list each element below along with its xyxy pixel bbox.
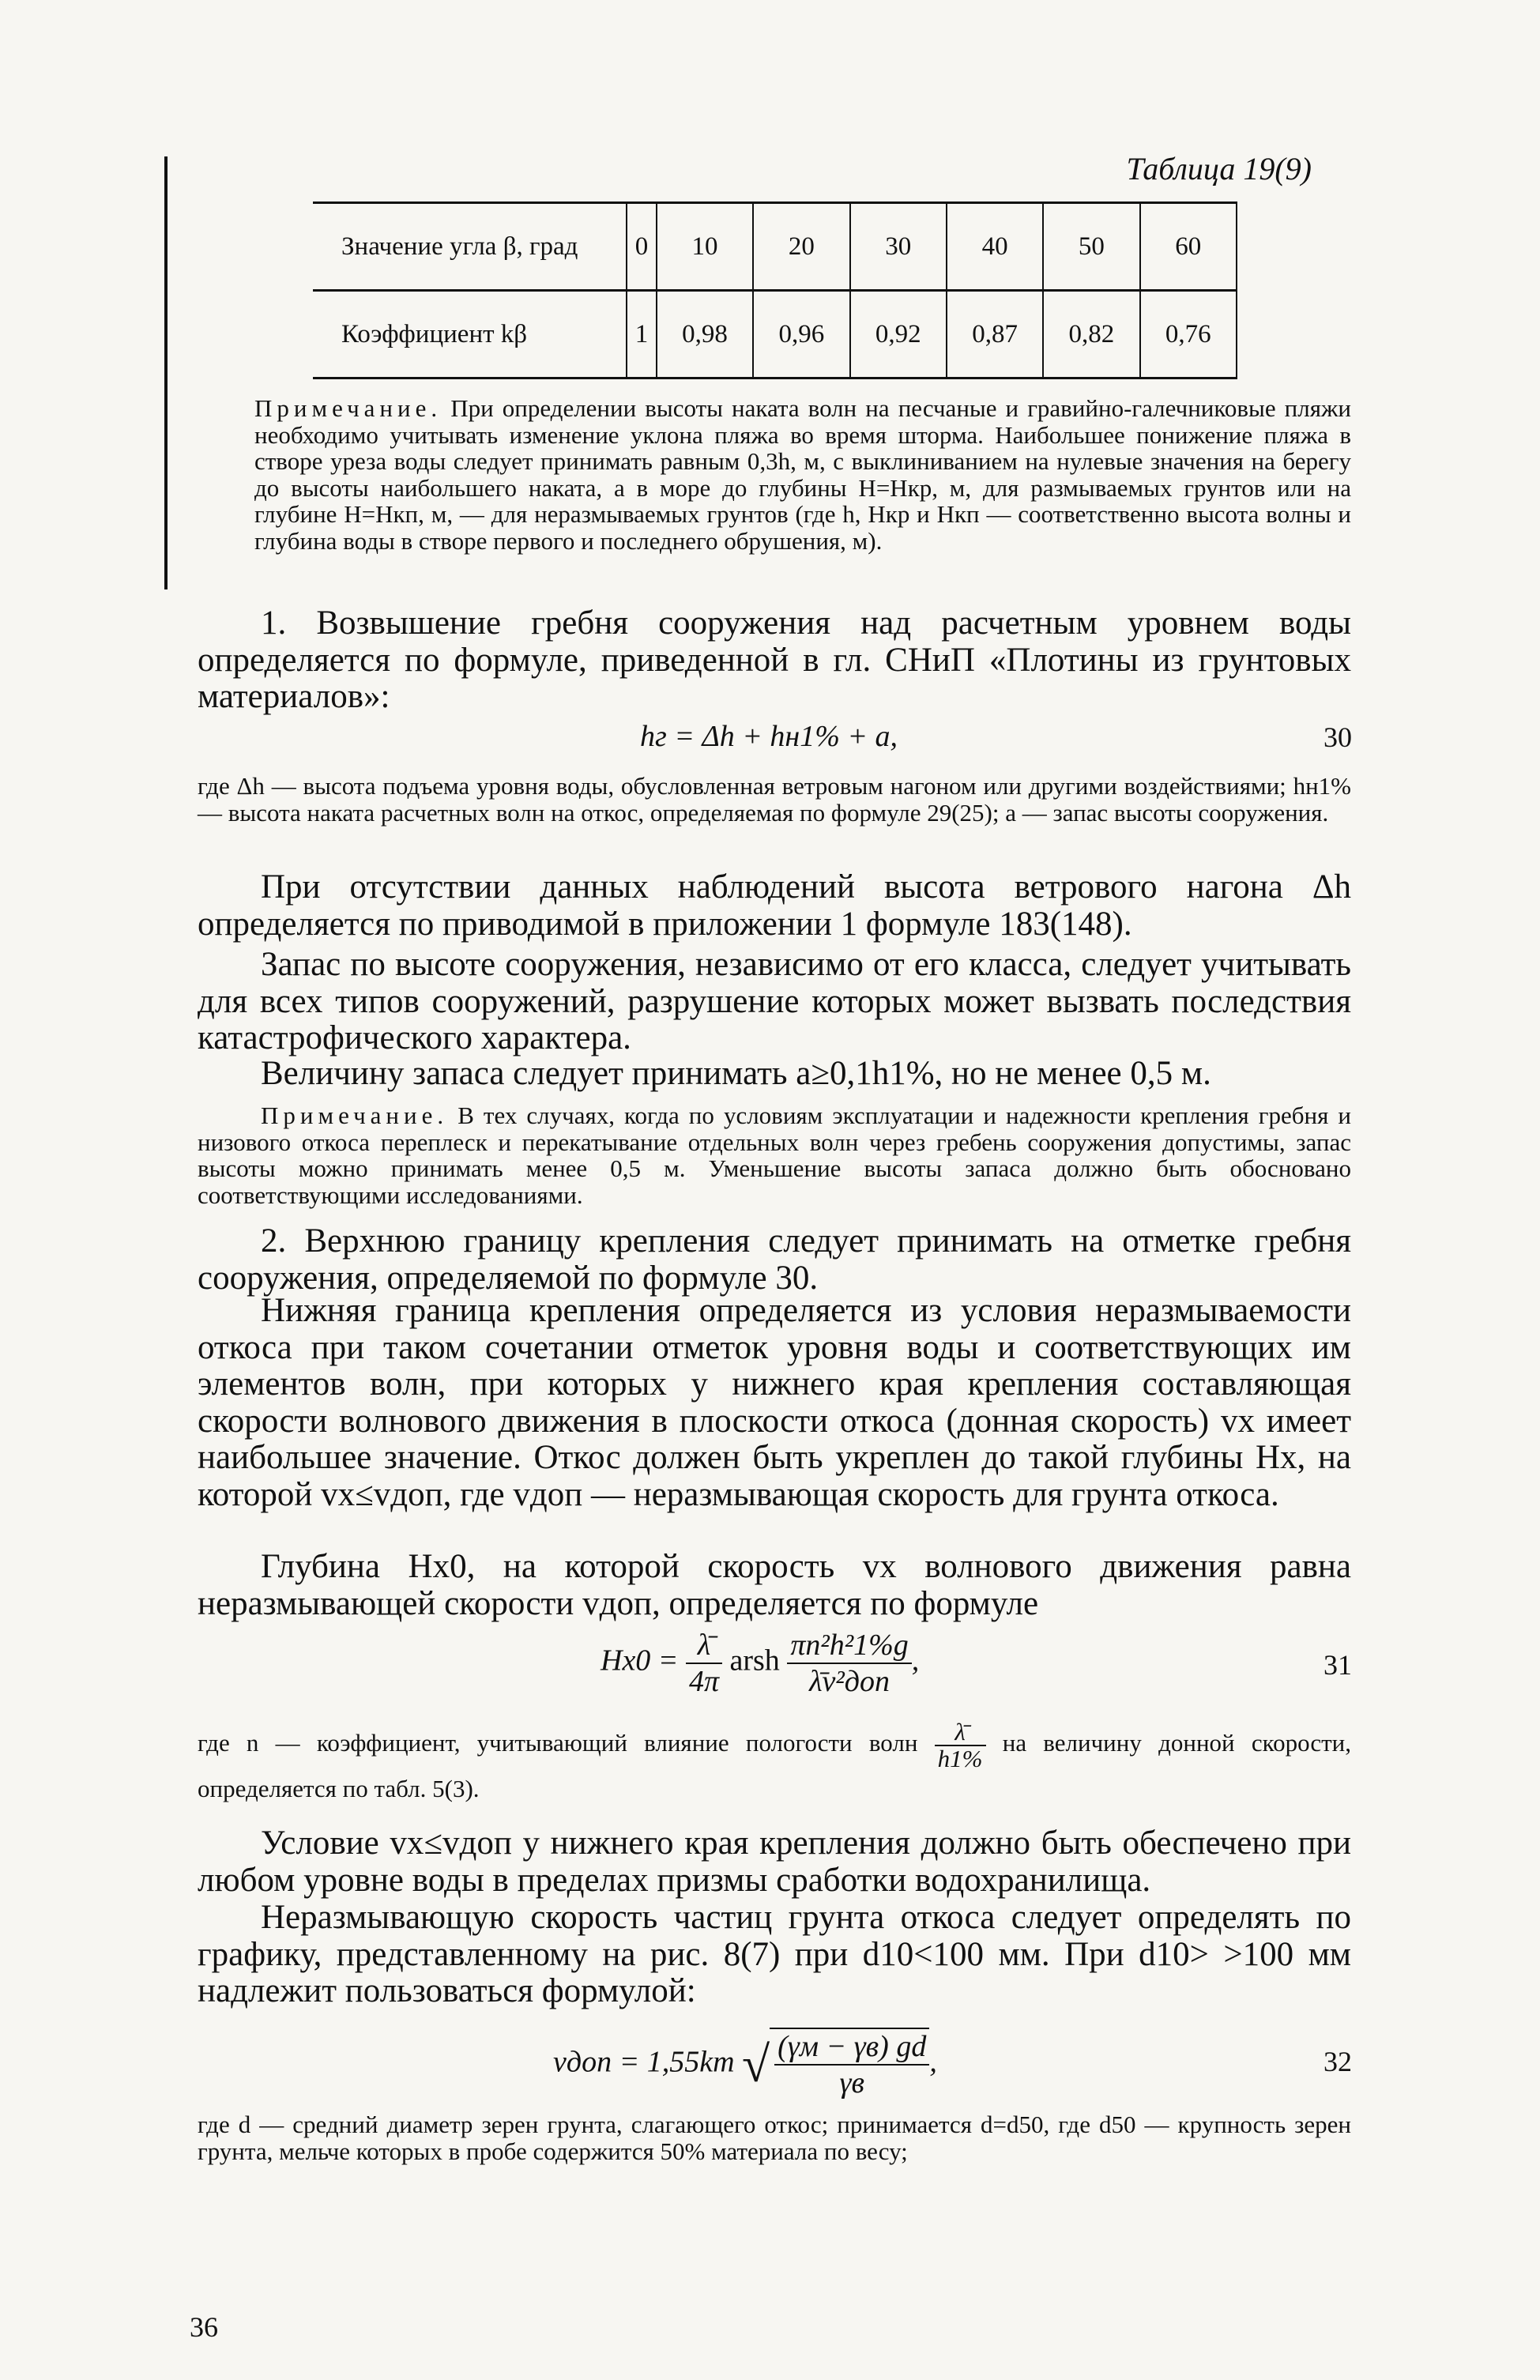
- table-caption: Таблица 19(9): [1126, 151, 1312, 186]
- table-cell: 30: [850, 203, 947, 291]
- table-cell: 0,87: [947, 291, 1043, 378]
- fraction: [935, 1719, 986, 1772]
- fraction-denominator: 4π: [688, 1665, 719, 1698]
- table-cell: 0,76: [1140, 291, 1237, 378]
- formula-lhs: Hx0 =: [601, 1644, 679, 1678]
- fraction-denominator: λ̄v²доп: [809, 1665, 890, 1698]
- note-label: Примечание.: [254, 394, 442, 422]
- table-header-cell: Значение угла β, град: [313, 203, 627, 291]
- formula-30-explanation: где Δh — высота подъема уровня воды, обусловленная ветровым нагоном или другими воздействиями; hн1% — высота наката расчетных волн на откос, определяемая по формуле 29(25); a — запас высоты сооружения.: [198, 772, 1351, 827]
- formula-32: [553, 2028, 937, 2100]
- coefficient-table: [313, 201, 1237, 379]
- note-text: В тех случаях, когда по условиям эксплуатации и надежности крепления гребня и низового откоса переплеск и перекатывание отдельных волн через гребень сооружения допустимы, запас высоты можно принимать менее 0,5 м. Уменьшение высоты запаса должно быть обосновано соответствующими исследованиями.: [198, 1102, 1351, 1209]
- explanation-text: где n — коэффициент, учитывающий влияние пологости волн: [198, 1729, 918, 1757]
- margin-mark: [164, 156, 168, 589]
- note-label: Примечание.: [261, 1102, 449, 1129]
- table-header-cell: Коэффициент kβ: [313, 291, 627, 378]
- table-cell: 10: [657, 203, 753, 291]
- paragraph-6: Нижняя граница крепления определяется из условия неразмываемости откоса при таком сочетании отметок уровня воды и соответствующих им элементов волн, при которых у нижнего края крепления составляющая скорости волнового движения в плоскости откоса (донная скорость) vx имеет наибольшее значение. Откос должен быть укреплен до такой глубины Hx, на которой vx≤vдоп, где vдоп — неразмывающая скорость для грунта откоса.: [198, 1292, 1351, 1513]
- paragraph-1: 1. Возвышение гребня сооружения над расчетным уровнем воды определяется по формуле, приведенной в гл. СНиП «Плотины из грунтовых материалов»:: [198, 604, 1351, 715]
- page-number: 36: [190, 2311, 218, 2343]
- formula-31: [601, 1628, 919, 1699]
- radicand: [770, 2028, 929, 2100]
- table-row: [313, 291, 1237, 378]
- table-row: [313, 203, 1237, 291]
- fraction-numerator: πn²h²1%g: [787, 1628, 911, 1664]
- table-cell: 0: [627, 203, 657, 291]
- table-cell: 0,96: [753, 291, 849, 378]
- formula-number: 30: [1323, 721, 1352, 753]
- paragraph-7: Глубина Hx0, на которой скорость vx волнового движения равна неразмывающей скорости vдоп, определяется по формуле: [198, 1548, 1351, 1622]
- fraction-numerator: λ̄: [935, 1719, 986, 1746]
- fraction: [686, 1628, 722, 1699]
- table-cell: 20: [753, 203, 849, 291]
- table-cell: 50: [1043, 203, 1139, 291]
- fraction-numerator: λ̄: [686, 1628, 722, 1664]
- paragraph-3: Запас по высоте сооружения, независимо от его класса, следует учитывать для всех типов сооружений, разрушение которых может вызвать последствия катастрофического характера.: [198, 946, 1351, 1056]
- fraction-denominator: γв: [839, 2066, 864, 2099]
- note-text: При определении высоты наката волн на песчаные и гравийно-галечниковые пляжи необходимо учитывать изменение уклона пляжа во время шторма. Наибольшее понижение пляжа в створе уреза воды следует принимать равным 0,3h, м, с выклиниванием на нулевые значения на берегу до высоты наибольшего наката, а в море до глубины H=Hкр, м, для размываемых грунтов или на глубине H=Hкп, м, — для неразмываемых грунтов (где h, Hкр и Hкп — соответственно высота волны и глубина воды в створе первого и последнего обрушения, м).: [254, 394, 1351, 555]
- fraction: [774, 2029, 929, 2100]
- paragraph-4: Величину запаса следует принимать a≥0,1h1%, но не менее 0,5 м.: [261, 1055, 1211, 1092]
- fraction-denominator: h1%: [937, 1745, 983, 1772]
- table-cell: 1: [627, 291, 657, 378]
- table-cell: 0,98: [657, 291, 753, 378]
- formula-number: 32: [1323, 2046, 1352, 2077]
- fraction-numerator: (γм − γв) gd: [774, 2029, 929, 2066]
- fraction: [787, 1628, 911, 1699]
- formula-32-explanation: где d — средний диаметр зерен грунта, слагающего откос; принимается d=d50, где d50 — крупность зерен грунта, мельче которых в пробе содержится 50% материала по весу;: [198, 2111, 1351, 2165]
- paragraph-9: Неразмывающую скорость частиц грунта откоса следует определять по графику, представленному на рис. 8(7) при d10<100 мм. При d10> >100 мм надлежит пользоваться формулой:: [198, 1899, 1351, 2009]
- note-2: [198, 1102, 1351, 1208]
- formula-number: 31: [1323, 1649, 1352, 1681]
- paragraph-8: Условие vx≤vдоп у нижнего края крепления должно быть обеспечено при любом уровне воды в пределах призмы сработки водохранилища.: [198, 1825, 1351, 1899]
- formula-30: hг = Δh + hн1% + a,: [640, 720, 898, 753]
- formula-lhs: vдоп = 1,55km: [553, 2045, 735, 2079]
- explanation-text: на величину донной скорости, определяется по табл. 5(3).: [198, 1729, 1352, 1802]
- paragraph-5: 2. Верхнюю границу крепления следует принимать на отметке гребня сооружения, определяемой по формуле 30.: [198, 1222, 1351, 1297]
- table-cell: 60: [1140, 203, 1237, 291]
- table-cell: 40: [947, 203, 1043, 291]
- formula-tail: ,: [911, 1644, 920, 1678]
- note-1: [254, 395, 1351, 554]
- sqrt-icon: √: [742, 2036, 770, 2092]
- arsh-function: arsh: [729, 1644, 780, 1678]
- formula-tail: ,: [929, 2045, 937, 2079]
- table-cell: 0,82: [1043, 291, 1139, 378]
- formula-31-explanation: [198, 1719, 1351, 1806]
- table-cell: 0,92: [850, 291, 947, 378]
- paragraph-2: При отсутствии данных наблюдений высота ветрового нагона Δh определяется по приводимой в приложении 1 формуле 183(148).: [198, 868, 1351, 943]
